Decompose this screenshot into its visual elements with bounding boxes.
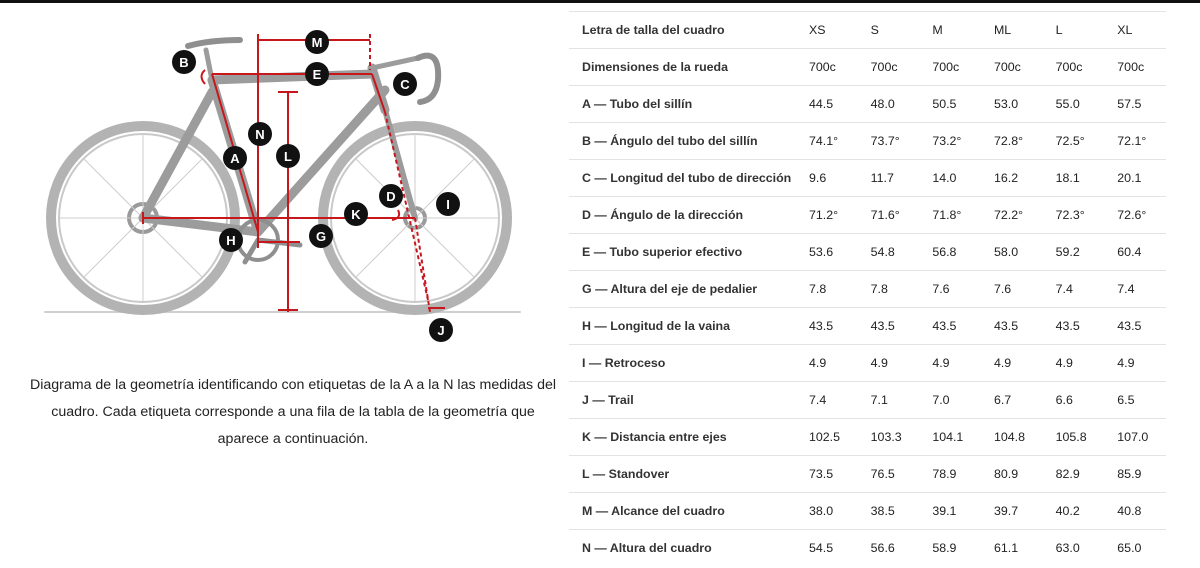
row-value: 4.9 [858, 345, 920, 382]
label-m-marker [305, 30, 329, 54]
row-label: G — Altura del eje de pedalier [569, 271, 796, 308]
row-label: D — Ángulo de la dirección [569, 197, 796, 234]
row-value: 43.5 [858, 308, 920, 345]
row-value: 39.7 [981, 493, 1043, 530]
row-value: 78.9 [919, 456, 981, 493]
label-j: J [437, 323, 445, 338]
table-row [569, 419, 1166, 456]
row-value: 59.2 [1043, 234, 1105, 271]
row-value: 38.0 [796, 493, 858, 530]
table-row [569, 345, 1166, 382]
row-value: 700c [981, 49, 1043, 86]
row-value: 4.9 [981, 345, 1043, 382]
row-value: 76.5 [858, 456, 920, 493]
table-row [569, 49, 1166, 86]
table-row [569, 160, 1166, 197]
row-value: 16.2 [981, 160, 1043, 197]
label-g: G [315, 229, 327, 244]
saddle [188, 40, 240, 46]
row-value: 72.1° [1104, 123, 1166, 160]
header-size: ML [981, 12, 1043, 49]
row-value: 7.6 [981, 271, 1043, 308]
row-value: 11.7 [858, 160, 920, 197]
row-label: C — Longitud del tubo de dirección [569, 160, 796, 197]
row-value: 7.8 [858, 271, 920, 308]
geometry-table [569, 11, 1166, 566]
row-label: N — Altura del cuadro [582, 541, 712, 555]
row-label: A — Tubo del sillín [569, 86, 796, 123]
row-label: K — Distancia entre ejes [569, 419, 796, 456]
row-value: 58.9 [932, 541, 957, 555]
label-d: D [386, 189, 396, 204]
row-value: 55.0 [1043, 86, 1105, 123]
header-size: XS [796, 12, 858, 49]
row-value: 44.5 [796, 86, 858, 123]
label-h-marker [219, 228, 243, 252]
label-l: L [284, 149, 292, 164]
header-label: Letra de talla del cuadro [569, 12, 796, 49]
row-value: 700c [919, 49, 981, 86]
label-a: A [230, 151, 240, 166]
row-label: J — Trail [569, 382, 796, 419]
table-row [569, 493, 1166, 530]
header-size: XL [1104, 12, 1166, 49]
row-value: 73.7° [858, 123, 920, 160]
header-size: L [1043, 12, 1105, 49]
row-value: 4.9 [919, 345, 981, 382]
row-value: 7.8 [796, 271, 858, 308]
row-value: 57.5 [1104, 86, 1166, 123]
row-value: 50.5 [919, 86, 981, 123]
row-value: 53.6 [796, 234, 858, 271]
row-value: 43.5 [796, 308, 858, 345]
row-value: 43.5 [919, 308, 981, 345]
row-value: 700c [796, 49, 858, 86]
header-size: S [858, 12, 920, 49]
row-value: 73.2° [919, 123, 981, 160]
label-e-marker [305, 62, 329, 86]
row-value: 14.0 [919, 160, 981, 197]
row-value: 73.5 [796, 456, 858, 493]
row-value: 85.9 [1104, 456, 1166, 493]
top-border [0, 0, 1200, 3]
row-value: 72.2° [981, 197, 1043, 234]
row-value: 71.6° [858, 197, 920, 234]
label-d-marker [379, 184, 403, 208]
header-size: M [919, 12, 981, 49]
row-value: 700c [1043, 49, 1105, 86]
row-label: I — Retroceso [569, 345, 796, 382]
row-value: 20.1 [1104, 160, 1166, 197]
row-value: 40.2 [1043, 493, 1105, 530]
row-value: 53.0 [981, 86, 1043, 123]
row-value: 65.0 [1117, 541, 1142, 555]
label-n-marker [248, 122, 272, 146]
row-label: Dimensiones de la rueda [569, 49, 796, 86]
row-value: 105.8 [1043, 419, 1105, 456]
row-value: 72.6° [1104, 197, 1166, 234]
row-label: E — Tubo superior efectivo [569, 234, 796, 271]
row-value: 54.5 [809, 541, 834, 555]
row-value: 4.9 [796, 345, 858, 382]
label-n: N [255, 127, 265, 142]
table-row [569, 382, 1166, 419]
row-value: 18.1 [1043, 160, 1105, 197]
row-value: 104.8 [981, 419, 1043, 456]
row-value: 4.9 [1104, 345, 1166, 382]
row-value: 7.4 [1043, 271, 1105, 308]
row-value: 7.4 [796, 382, 858, 419]
table-header-row [569, 12, 1166, 49]
table-row [569, 197, 1166, 234]
table-row [569, 308, 1166, 345]
table-row [569, 86, 1166, 123]
row-label: B — Ángulo del tubo del sillín [569, 123, 796, 160]
label-c: C [400, 77, 410, 92]
row-value: 39.1 [919, 493, 981, 530]
table-row [569, 234, 1166, 271]
label-b: B [179, 55, 189, 70]
row-value: 4.9 [1043, 345, 1105, 382]
handlebar [418, 56, 438, 102]
row-value: 71.2° [796, 197, 858, 234]
row-value: 82.9 [1043, 456, 1105, 493]
label-c-marker [393, 72, 417, 96]
row-value: 61.1 [993, 541, 1019, 555]
geometry-table-body [569, 12, 1166, 567]
label-i-marker [436, 192, 460, 216]
row-value: 6.6 [1043, 382, 1105, 419]
row-value: 54.8 [858, 234, 920, 271]
row-label: L — Standover [569, 456, 796, 493]
label-i: I [446, 197, 450, 212]
row-value: 104.1 [919, 419, 981, 456]
row-value: 80.9 [981, 456, 1043, 493]
row-value: 7.1 [858, 382, 920, 419]
label-j-marker [429, 318, 453, 342]
row-value: 6.7 [981, 382, 1043, 419]
row-value: 43.5 [1043, 308, 1105, 345]
row-value: 43.5 [981, 308, 1043, 345]
row-value: 7.6 [919, 271, 981, 308]
row-value: 58.0 [981, 234, 1043, 271]
row-value: 103.3 [858, 419, 920, 456]
diagram-caption: Diagrama de la geometría identificando con etiquetas de la A a la N las medidas del cuadro. Cada etiqueta corresponde a una fila de la tabla de la geometría que aparece a continuación. [29, 377, 557, 447]
row-value: 56.6 [870, 541, 895, 555]
row-value: 63.0 [1055, 541, 1080, 555]
row-value: 700c [858, 49, 920, 86]
row-value: 72.5° [1043, 123, 1105, 160]
row-label: M — Alcance del cuadro [569, 493, 796, 530]
label-b-marker [172, 50, 196, 74]
row-value: 9.6 [796, 160, 858, 197]
table-row [569, 530, 1166, 567]
label-g-marker [309, 224, 333, 248]
row-value: 60.4 [1104, 234, 1166, 271]
table-row [569, 456, 1166, 493]
table-row [569, 123, 1166, 160]
label-e: E [312, 67, 322, 82]
row-value: 72.3° [1043, 197, 1105, 234]
row-value: 700c [1104, 49, 1166, 86]
row-value: 7.0 [919, 382, 981, 419]
row-label: H — Longitud de la vaina [569, 308, 796, 345]
label-k: K [351, 207, 361, 222]
row-value: 43.5 [1104, 308, 1166, 345]
row-value: 107.0 [1104, 419, 1166, 456]
row-value: 74.1° [796, 123, 858, 160]
row-value: 56.8 [919, 234, 981, 271]
bike-illustration [45, 40, 520, 312]
row-value: 40.8 [1104, 493, 1166, 530]
row-value: 102.5 [796, 419, 858, 456]
row-value: 6.5 [1104, 382, 1166, 419]
row-value: 72.8° [981, 123, 1043, 160]
row-value: 71.8° [919, 197, 981, 234]
row-value: 48.0 [858, 86, 920, 123]
label-l-marker [276, 144, 300, 168]
label-k-marker [344, 202, 368, 226]
row-value: 7.4 [1104, 271, 1166, 308]
bike-geometry-diagram [0, 6, 560, 366]
label-h: H [226, 233, 236, 248]
label-m: M [311, 35, 323, 50]
label-a-marker [223, 146, 247, 170]
row-value: 38.5 [858, 493, 920, 530]
table-row [569, 271, 1166, 308]
